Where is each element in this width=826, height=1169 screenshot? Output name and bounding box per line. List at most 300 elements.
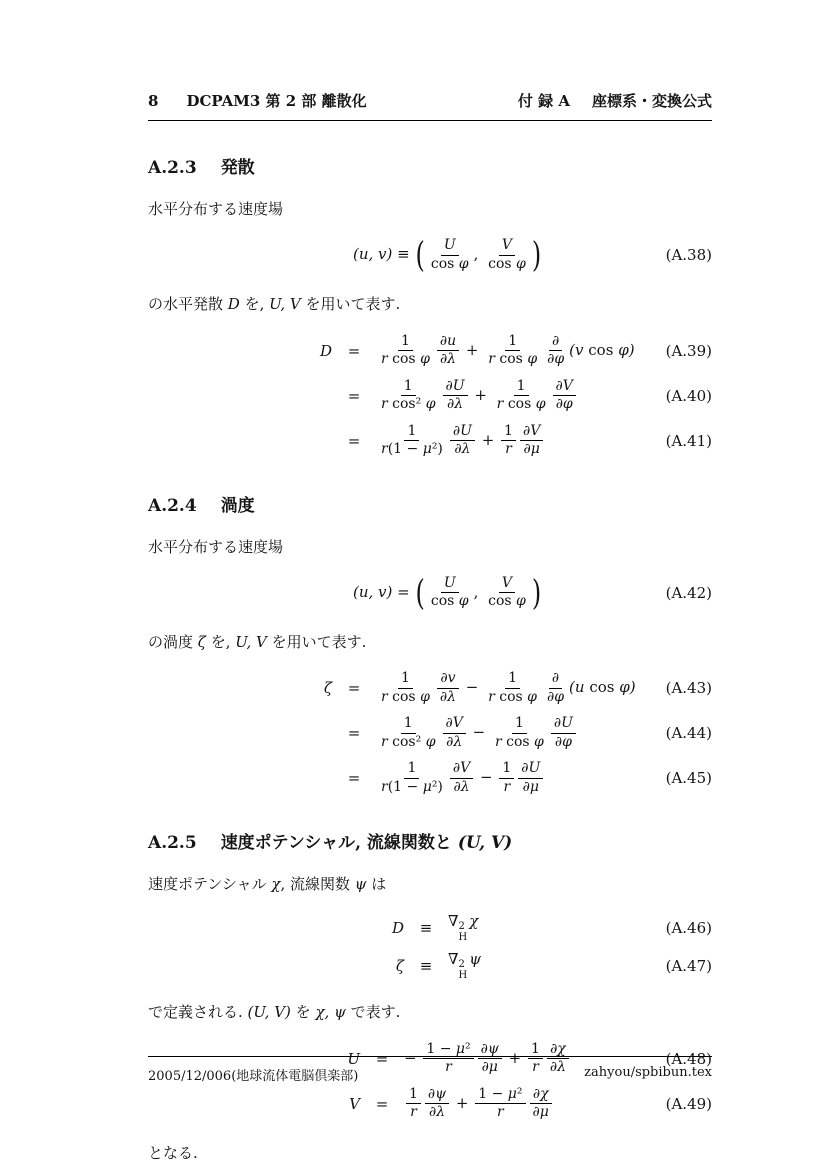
math-text: μ [422,441,432,457]
math-text: μ [422,778,432,795]
equation-row [148,760,712,796]
section-heading-vorticity [148,491,712,516]
equation-relation: = [347,341,361,360]
math-text: r [381,351,393,367]
math-text: + [476,430,500,449]
denominator [443,734,465,752]
numerator [499,237,515,256]
math-text: ∂φ [554,733,572,750]
denominator [378,689,433,707]
header-appendix-label: 付 録 A [517,92,570,110]
denominator [544,689,567,707]
math-text: r [497,1104,504,1120]
math-text: (v [569,340,589,359]
equation-rhs [404,1086,648,1122]
math-text: D [391,918,404,937]
footer-date-credit: 2005/12/006(地球流体電脳倶楽部) [148,1069,359,1084]
math-text: 1 − [426,1040,456,1057]
math-text: の水平発散 [148,295,228,314]
fraction [551,715,576,751]
equation-block-vorticity [148,670,712,796]
math-text: ²) [431,441,443,457]
denominator [437,689,459,707]
equation-rhs [376,760,648,796]
equation-row [148,950,712,981]
numerator [441,237,459,256]
numerator [443,715,466,734]
equation-row [148,1086,712,1122]
math-text: r [496,396,508,412]
math-text: 1 [403,715,413,731]
math-text: cos² [392,396,426,412]
math-text: φ) [618,340,635,359]
fraction [450,760,473,796]
numerator [437,333,459,352]
math-text: ∂V [452,760,471,776]
math-text: 1 [508,670,517,686]
math-text: ∂λ [439,351,457,367]
math-text: r [381,778,388,795]
math-text: ∂λ [428,1104,446,1120]
page-footer [148,1056,712,1084]
math-text: + [469,385,492,404]
fraction [494,378,549,414]
section-title [221,833,513,853]
fraction [530,1086,552,1122]
math-text: r [381,733,393,750]
math-text: D [227,295,240,314]
math-text: 1 [530,1040,540,1057]
denominator [426,1104,448,1122]
fraction [428,237,472,273]
equation-block-divergence [148,333,712,459]
fraction [378,333,433,369]
math-text: U, V [269,295,301,314]
equation-row [148,378,712,414]
math-text: を, [239,295,270,314]
math-text: μ [507,1085,517,1102]
math-text: ζ [323,679,332,697]
denominator [500,779,513,797]
math-text: − [475,768,498,786]
equation-relation: = [375,1094,389,1113]
numerator [514,378,529,397]
subscript: H [458,931,468,943]
equation-row [148,423,712,459]
math-text: 1 [508,332,518,349]
math-text: cos [499,351,528,367]
equation-rhs [376,423,648,459]
paragraph-definition [148,1001,712,1024]
header-right-title: 座標系・変換公式 [591,92,712,110]
numerator [553,378,576,397]
numerator [398,670,413,689]
math-text: φ [527,688,537,705]
fraction [518,760,543,796]
denominator [378,441,446,459]
denominator [485,593,529,611]
math-text: を用いて表す. [266,632,367,651]
equation-lhs [148,919,404,937]
math-text: φ [535,396,546,412]
paragraph-velocity-field-2 [148,536,712,559]
numerator [499,760,514,779]
math-text: cos [392,688,421,705]
numerator [505,333,520,352]
equation-lhs [148,679,332,697]
math-text: 1 [407,422,417,439]
fraction [425,1086,449,1122]
math-text: 1 [502,760,512,776]
numerator [425,1086,449,1105]
math-text: ∇ [448,950,459,969]
math-text: U [443,574,456,591]
math-text: ψ [469,950,481,969]
fraction [475,1086,525,1122]
fraction [544,333,567,369]
numerator [549,333,562,352]
numerator [404,423,419,442]
big-paren: ( [415,234,425,276]
math-text: + [503,1048,526,1067]
numerator [551,715,576,734]
fraction [378,715,439,751]
superscript: 2 [458,959,465,971]
math-text: cos [430,255,459,272]
equation-block-definitions [148,912,712,981]
math-text: ∂u [439,332,457,349]
math-text: , [473,245,484,264]
denominator [530,1104,552,1122]
math-text: ∂V [555,377,573,394]
numerator [530,1086,552,1105]
math-text: χ, ψ [315,1003,346,1022]
equation-number: (A.40) [665,386,712,405]
math-text: ∂U [452,422,472,439]
math-text: χ [271,875,281,893]
math-text: φ [420,351,430,367]
numerator [518,760,543,779]
denominator [544,351,567,369]
fraction [492,715,547,751]
denominator [378,734,439,752]
math-text: ∂V [522,422,541,439]
math-text: ∂λ [549,1059,566,1075]
fraction [485,575,529,611]
math-text: cos [506,733,535,750]
equation-rhs [353,234,648,276]
denominator [451,441,473,459]
denominator [407,1104,420,1122]
paragraph-potential-intro [148,873,712,896]
denominator [520,779,542,797]
math-text: cos [588,340,619,359]
denominator [502,441,515,459]
denominator [494,1104,507,1122]
equation-number: (A.47) [665,956,712,975]
math-text: φ [425,733,436,750]
numerator [475,1086,525,1105]
math-text: ²) [431,778,443,795]
math-text: U [443,237,456,254]
denominator [520,441,542,459]
math-text: φ [420,688,430,705]
math-text: ∂U [445,377,465,394]
math-text: V [501,237,513,254]
math-text: で表す. [345,1003,401,1022]
math-text: ψ [354,875,367,893]
math-text: r [488,351,500,367]
sup-sub [458,922,467,943]
equation-relation: = [347,679,361,697]
fraction [378,760,446,796]
page-content [148,0,712,1165]
fraction [553,378,576,414]
equation-relation: ≡ [419,918,433,937]
math-text: φ [458,255,469,272]
equation-row [148,234,712,276]
big-paren: ) [531,234,542,276]
math-text: 速度ポテンシャル [148,875,272,893]
numerator [401,378,416,397]
math-text: cos² [392,733,426,750]
math-text: ∂μ [481,1059,498,1075]
equation-number: (A.41) [665,431,712,450]
math-text: φ [516,593,526,610]
math-text: φ [534,733,544,750]
math-text: を [290,1003,316,1022]
fraction [378,670,433,706]
numerator [406,1086,421,1105]
equation-relation: = [347,386,361,405]
math-text: ∂λ [446,396,464,412]
equation-lhs [148,1095,360,1113]
math-text: − [404,1048,422,1067]
math-text: r [381,688,393,705]
math-text: 1 [400,332,410,349]
math-text: V [349,1094,360,1113]
equation-number: (A.42) [665,583,712,602]
math-text: 1 [403,377,413,394]
numerator [443,378,468,397]
math-text: ∂μ [523,441,540,457]
math-text: φ [527,351,538,367]
math-text: ∂λ [446,733,463,750]
math-text: cos [430,593,459,610]
paragraph-vorticity-intro [148,631,712,654]
math-text: (u, v) [353,582,393,601]
math-text: r [445,1059,452,1075]
equation-relation: = [375,1049,389,1068]
math-text: (U, V) [247,1003,291,1022]
denominator [428,256,472,274]
math-text: 1 [504,422,513,439]
numerator [501,423,516,442]
equation-number: (A.49) [665,1094,712,1113]
sup-sub [458,960,467,981]
subscript: H [458,969,468,981]
math-text: U, V [235,632,267,651]
numerator [437,670,458,689]
big-paren: ( [415,572,425,614]
numerator [520,423,543,442]
math-text: ∇ [448,912,459,931]
section-title: 渦度 [220,495,255,516]
math-text: (1 − [387,778,423,795]
superscript: 2 [458,921,465,933]
math-text: となる. [148,1143,198,1162]
fraction [499,760,514,796]
math-text: ∂ [552,332,560,349]
denominator [378,396,439,414]
math-text: U [347,1049,360,1068]
denominator [485,689,540,707]
math-text: 1 [400,670,410,686]
numerator [549,670,562,689]
math-text: = [392,582,415,601]
equation-row [148,715,712,751]
section-number: A.2.3 [148,158,197,178]
math-text: を用いて表す. [300,295,401,314]
equation-relation: = [347,724,361,742]
fraction [406,1086,421,1122]
fraction [378,378,439,414]
denominator [437,351,459,369]
math-text: を, [205,632,236,651]
math-text: φ [458,593,469,610]
math-text: (1 − [387,441,423,457]
denominator [552,734,575,752]
math-text: V [501,574,513,591]
section-title: 発散 [220,158,255,178]
math-text: + [451,1093,474,1112]
equation-relation: = [347,769,361,787]
denominator [485,256,529,274]
math-text: cos [507,396,536,412]
denominator [492,734,547,752]
equation-number: (A.48) [665,1049,712,1068]
math-text: ∂V [445,715,463,731]
equation-lhs [148,957,404,975]
math-text: r [494,733,507,750]
numerator [398,333,413,352]
equation-rhs [448,912,648,943]
math-text: 1 − [478,1085,508,1102]
math-text: r [503,778,511,795]
math-text: ≡ [392,245,415,264]
equation-rhs [376,715,648,751]
numerator [404,760,419,779]
math-text: φ) [619,678,636,696]
equation-relation: ≡ [419,956,433,975]
math-text: ∂λ [439,688,456,705]
fraction [378,423,446,459]
math-text: r [505,441,512,457]
math-text: ∂χ [550,1040,566,1057]
fraction [437,670,459,706]
math-text: ∂v [440,670,456,686]
section-number: A.2.4 [148,495,197,516]
math-text: 1 [516,377,526,394]
numerator [401,715,416,734]
math-text: φ [516,255,526,272]
equation-relation: = [347,431,361,450]
math-text: r [381,396,393,412]
header-left [148,90,367,111]
math-text: 水平分布する速度場 [148,200,284,218]
paragraph-closing [148,1142,712,1165]
equation-rhs [376,670,648,706]
paragraph-velocity-field-1 [148,198,712,221]
section-number: A.2.5 [148,833,197,853]
math-text: ∂χ [532,1085,549,1102]
footer-filename: zahyou/spbibun.tex [584,1065,712,1080]
denominator [485,351,540,369]
math-text: ∂ψ [427,1085,447,1102]
fraction [443,378,468,414]
math-text: D [319,341,332,360]
equation-row [148,572,712,614]
math-text: , 流線関数 [280,875,355,893]
math-text: χ [469,912,479,931]
page-header [148,90,712,121]
equation-rhs [448,950,648,981]
header-left-title: DCPAM3 第 2 部 離散化 [186,92,367,110]
denominator [444,396,466,414]
numerator [512,715,527,734]
math-text: cos [488,593,517,610]
math-text: ∂φ [547,351,565,367]
math-text: , [473,582,484,601]
math-text: は [366,875,387,893]
equation-number: (A.39) [665,341,712,360]
numerator [450,760,473,779]
math-text: ∂U [553,715,573,731]
math-text: ∂ [551,670,560,686]
denominator [451,779,473,797]
equation-number: (A.44) [665,724,712,742]
math-text: ζ [197,632,206,651]
fraction [443,715,466,751]
equation-rhs [353,572,648,614]
math-text: cos [392,351,421,367]
fraction [520,423,543,459]
denominator [378,351,433,369]
math-text: ∂μ [532,1104,549,1120]
math-text: 1 [409,1085,418,1102]
numerator [441,575,459,594]
math-text: ∂μ [522,778,539,795]
equation-row [148,333,712,369]
fraction [450,423,475,459]
math-text: ∂φ [546,688,565,705]
math-text: r [381,441,388,457]
denominator [553,396,576,414]
equation-rhs [376,333,648,369]
equation-rhs [376,378,648,414]
equation-row [148,670,712,706]
equation-row [148,912,712,943]
math-text: 1 [514,715,524,731]
equation-a42 [148,572,712,614]
section-heading-divergence [148,153,712,178]
equation-number: (A.38) [665,246,712,265]
math-text: ² [465,1040,471,1057]
numerator [505,670,520,689]
equation-a38 [148,234,712,276]
denominator [494,396,549,414]
math-text: cos [589,678,620,696]
